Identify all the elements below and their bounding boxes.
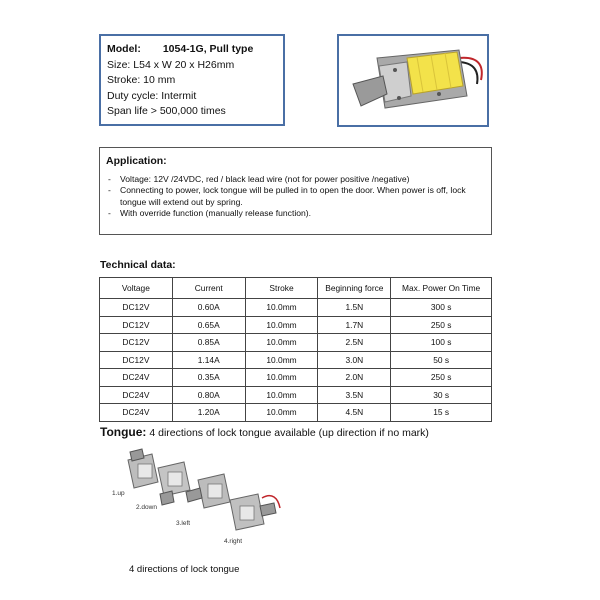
header-stroke: Stroke — [245, 278, 318, 299]
cell-voltage: DC24V — [100, 386, 173, 404]
cell-stroke: 10.0mm — [245, 404, 318, 422]
cell-voltage: DC24V — [100, 369, 173, 387]
cell-current: 0.60A — [172, 299, 245, 317]
cell-current: 0.85A — [172, 334, 245, 352]
table-row — [100, 299, 492, 317]
header-max-power-on-time: Max. Power On Time — [391, 278, 492, 299]
direction-label-right: 4.right — [224, 538, 243, 545]
tongue-description: 4 directions of lock tongue available (up direction if no mark) — [149, 427, 429, 439]
table-row — [100, 316, 492, 334]
cell-force: 3.5N — [318, 386, 391, 404]
cell-stroke: 10.0mm — [245, 316, 318, 334]
cell-voltage: DC12V — [100, 334, 173, 352]
model-value: 1054-1G, Pull type — [162, 43, 254, 55]
table-row — [100, 351, 492, 369]
cell-force: 2.5N — [318, 334, 391, 352]
cell-current: 0.65A — [172, 316, 245, 334]
cell-force: 1.7N — [318, 316, 391, 334]
solenoid-photo — [337, 34, 489, 127]
cell-time: 250 s — [391, 316, 492, 334]
direction-label-left: 3.left — [176, 520, 191, 527]
header-beginning-force: Beginning force — [318, 278, 391, 299]
cell-force: 4.5N — [318, 404, 391, 422]
tongue-caption: 4 directions of lock tongue — [129, 564, 240, 575]
cell-voltage: DC24V — [100, 404, 173, 422]
cell-time: 250 s — [391, 369, 492, 387]
stroke-spec: Stroke: 10 mm — [107, 74, 176, 86]
technical-data-title: Technical data: — [100, 259, 176, 271]
size-spec: Size: L54 x W 20 x H26mm — [107, 58, 235, 71]
cell-stroke: 10.0mm — [245, 351, 318, 369]
table-header-row — [100, 278, 492, 299]
duty-spec: Duty cycle: Intermit — [107, 89, 197, 102]
cell-time: 50 s — [391, 351, 492, 369]
model-label: Model: — [107, 43, 141, 55]
header-current: Current — [172, 278, 245, 299]
cell-force: 1.5N — [318, 299, 391, 317]
application-title: Application: — [106, 155, 167, 167]
tongue-title: Tongue: — [100, 425, 147, 439]
cell-stroke: 10.0mm — [245, 369, 318, 387]
cell-voltage: DC12V — [100, 316, 173, 334]
cell-current: 1.20A — [172, 404, 245, 422]
cell-current: 0.80A — [172, 386, 245, 404]
application-box — [99, 147, 492, 235]
solenoid-lock-image — [339, 36, 487, 125]
table-row — [100, 334, 492, 352]
cell-voltage: DC12V — [100, 351, 173, 369]
table-row — [100, 369, 492, 387]
cell-time: 15 s — [391, 404, 492, 422]
table-row — [100, 386, 492, 404]
cell-voltage: DC12V — [100, 299, 173, 317]
model-line — [107, 42, 283, 58]
span-spec: Span life > 500,000 times — [107, 105, 226, 117]
cell-stroke: 10.0mm — [245, 334, 318, 352]
spec-box — [99, 34, 285, 126]
cell-current: 1.14A — [172, 351, 245, 369]
cell-force: 3.0N — [318, 351, 391, 369]
application-item-power: - Connecting to power, lock tongue will be pulled in to open the door. When power is off, lock tongue will extend out by spring. — [106, 185, 485, 207]
header-voltage: Voltage — [100, 278, 173, 299]
cell-stroke: 10.0mm — [245, 386, 318, 404]
tongue-heading — [100, 425, 429, 439]
cell-stroke: 10.0mm — [245, 299, 318, 317]
cell-time: 100 s — [391, 334, 492, 352]
direction-label-down: 2.down — [136, 504, 157, 511]
technical-data-table — [99, 277, 492, 422]
application-item-override: - With override function (manually release function). — [106, 208, 485, 219]
table-row — [100, 404, 492, 422]
cell-current: 0.35A — [172, 369, 245, 387]
application-item-voltage: - Voltage: 12V /24VDC, red / black lead wire (not for power positive /negative) — [106, 174, 485, 185]
tongue-directions-photo — [112, 448, 284, 580]
cell-time: 30 s — [391, 386, 492, 404]
application-list — [106, 174, 485, 219]
direction-label-up: 1.up — [112, 490, 125, 497]
cell-force: 2.0N — [318, 369, 391, 387]
cell-time: 300 s — [391, 299, 492, 317]
